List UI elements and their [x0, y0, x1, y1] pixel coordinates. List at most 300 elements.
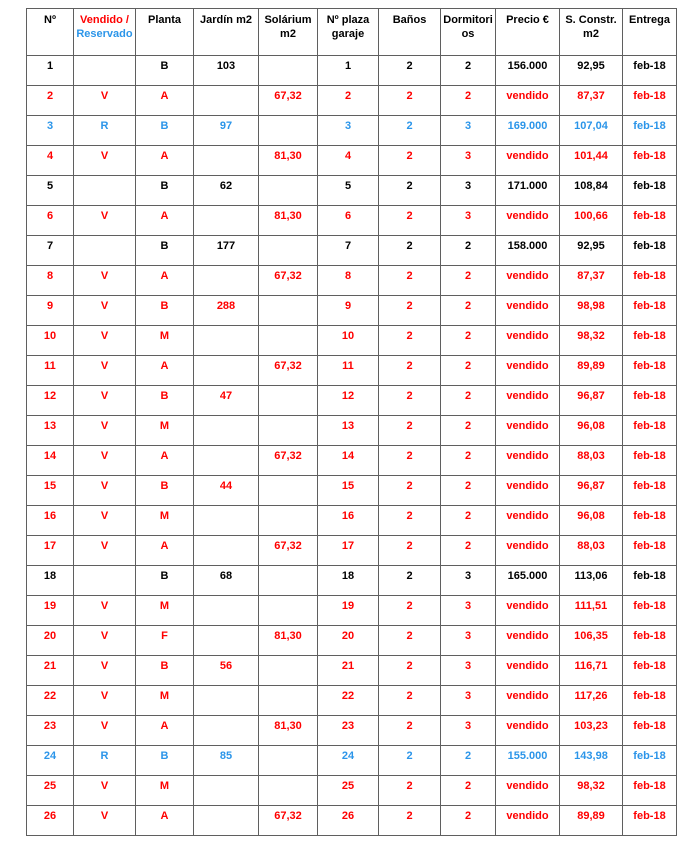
cell-plaza: 25 [318, 776, 379, 806]
cell-plaza: 12 [318, 386, 379, 416]
cell-banos: 2 [379, 176, 441, 206]
cell-solarium: 81,30 [259, 146, 318, 176]
table-row-20 [27, 626, 677, 656]
cell-sconstr: 117,26 [560, 686, 623, 716]
cell-banos: 2 [379, 686, 441, 716]
header-reserved-label: Reservado [76, 28, 133, 41]
table-row-9 [27, 296, 677, 326]
cell-num: 10 [27, 326, 74, 356]
cell-solarium [259, 326, 318, 356]
cell-num: 3 [27, 116, 74, 146]
cell-sconstr: 96,08 [560, 416, 623, 446]
cell-precio: 158.000 [496, 236, 560, 266]
cell-sconstr: 111,51 [560, 596, 623, 626]
cell-dorm: 2 [441, 326, 496, 356]
cell-precio: vendido [496, 446, 560, 476]
units-price-table [26, 8, 677, 836]
cell-dorm: 3 [441, 656, 496, 686]
cell-precio: 171.000 [496, 176, 560, 206]
cell-planta: M [136, 596, 194, 626]
cell-solarium [259, 236, 318, 266]
cell-precio: 155.000 [496, 746, 560, 776]
cell-num: 18 [27, 566, 74, 596]
cell-dorm: 2 [441, 386, 496, 416]
cell-planta: M [136, 776, 194, 806]
cell-sconstr: 89,89 [560, 356, 623, 386]
cell-estado: V [74, 656, 136, 686]
cell-entrega: feb-18 [623, 206, 677, 236]
cell-estado: V [74, 626, 136, 656]
cell-num: 16 [27, 506, 74, 536]
cell-sconstr: 106,35 [560, 626, 623, 656]
cell-banos: 2 [379, 206, 441, 236]
cell-solarium: 67,32 [259, 266, 318, 296]
cell-planta: M [136, 326, 194, 356]
cell-planta: B [136, 656, 194, 686]
cell-jardin [194, 536, 259, 566]
cell-plaza: 7 [318, 236, 379, 266]
cell-sconstr: 107,04 [560, 116, 623, 146]
cell-entrega: feb-18 [623, 596, 677, 626]
cell-entrega: feb-18 [623, 566, 677, 596]
cell-sconstr: 96,87 [560, 386, 623, 416]
cell-solarium: 67,32 [259, 536, 318, 566]
cell-solarium: 81,30 [259, 716, 318, 746]
table-row-2 [27, 86, 677, 116]
cell-entrega: feb-18 [623, 386, 677, 416]
cell-planta: B [136, 386, 194, 416]
cell-estado: R [74, 116, 136, 146]
header-sold-label: Vendido / [80, 14, 129, 26]
cell-num: 17 [27, 536, 74, 566]
cell-dorm: 2 [441, 236, 496, 266]
cell-num: 8 [27, 266, 74, 296]
cell-solarium [259, 176, 318, 206]
cell-num: 25 [27, 776, 74, 806]
cell-solarium [259, 746, 318, 776]
cell-solarium [259, 116, 318, 146]
cell-sconstr: 87,37 [560, 266, 623, 296]
cell-estado: V [74, 776, 136, 806]
cell-num: 20 [27, 626, 74, 656]
cell-banos: 2 [379, 416, 441, 446]
cell-dorm: 2 [441, 446, 496, 476]
cell-jardin [194, 506, 259, 536]
cell-dorm: 3 [441, 176, 496, 206]
cell-entrega: feb-18 [623, 266, 677, 296]
cell-plaza: 13 [318, 416, 379, 446]
cell-banos: 2 [379, 56, 441, 86]
cell-planta: A [136, 716, 194, 746]
cell-precio: vendido [496, 266, 560, 296]
cell-entrega: feb-18 [623, 416, 677, 446]
cell-planta: B [136, 296, 194, 326]
cell-dorm: 3 [441, 566, 496, 596]
cell-sconstr: 98,98 [560, 296, 623, 326]
cell-entrega: feb-18 [623, 116, 677, 146]
cell-dorm: 2 [441, 506, 496, 536]
cell-plaza: 20 [318, 626, 379, 656]
cell-dorm: 2 [441, 356, 496, 386]
cell-banos: 2 [379, 626, 441, 656]
column-header-solarium: Solárium m2 [259, 9, 318, 56]
cell-dorm: 2 [441, 86, 496, 116]
table-row-14 [27, 446, 677, 476]
cell-num: 26 [27, 806, 74, 836]
cell-jardin: 68 [194, 566, 259, 596]
cell-planta: A [136, 356, 194, 386]
cell-planta: F [136, 626, 194, 656]
cell-solarium [259, 776, 318, 806]
cell-solarium [259, 296, 318, 326]
table-row-15 [27, 476, 677, 506]
table-row-24 [27, 746, 677, 776]
cell-precio: 156.000 [496, 56, 560, 86]
cell-precio: vendido [496, 776, 560, 806]
cell-estado: V [74, 596, 136, 626]
cell-sconstr: 96,87 [560, 476, 623, 506]
cell-entrega: feb-18 [623, 56, 677, 86]
table-row-13 [27, 416, 677, 446]
cell-banos: 2 [379, 776, 441, 806]
cell-planta: A [136, 446, 194, 476]
cell-plaza: 21 [318, 656, 379, 686]
cell-jardin [194, 356, 259, 386]
cell-sconstr: 113,06 [560, 566, 623, 596]
cell-estado: V [74, 266, 136, 296]
cell-plaza: 24 [318, 746, 379, 776]
cell-jardin [194, 146, 259, 176]
cell-precio: 165.000 [496, 566, 560, 596]
cell-banos: 2 [379, 296, 441, 326]
cell-sconstr: 89,89 [560, 806, 623, 836]
table-row-5 [27, 176, 677, 206]
cell-entrega: feb-18 [623, 776, 677, 806]
cell-entrega: feb-18 [623, 356, 677, 386]
table-row-22 [27, 686, 677, 716]
cell-solarium [259, 56, 318, 86]
cell-dorm: 2 [441, 266, 496, 296]
table-row-7 [27, 236, 677, 266]
cell-estado: V [74, 476, 136, 506]
cell-jardin [194, 86, 259, 116]
cell-precio: vendido [496, 716, 560, 746]
cell-precio: vendido [496, 206, 560, 236]
table-row-3 [27, 116, 677, 146]
cell-plaza: 19 [318, 596, 379, 626]
column-header-jardin: Jardín m2 [194, 9, 259, 56]
cell-num: 11 [27, 356, 74, 386]
cell-estado: V [74, 386, 136, 416]
cell-precio: vendido [496, 416, 560, 446]
cell-dorm: 2 [441, 746, 496, 776]
cell-planta: M [136, 416, 194, 446]
cell-sconstr: 116,71 [560, 656, 623, 686]
cell-dorm: 2 [441, 56, 496, 86]
cell-planta: M [136, 686, 194, 716]
cell-planta: A [136, 536, 194, 566]
cell-entrega: feb-18 [623, 326, 677, 356]
cell-estado: V [74, 506, 136, 536]
cell-sconstr: 96,08 [560, 506, 623, 536]
cell-entrega: feb-18 [623, 746, 677, 776]
cell-jardin [194, 716, 259, 746]
cell-num: 21 [27, 656, 74, 686]
cell-planta: B [136, 56, 194, 86]
cell-jardin [194, 776, 259, 806]
cell-jardin: 288 [194, 296, 259, 326]
cell-plaza: 11 [318, 356, 379, 386]
cell-solarium [259, 596, 318, 626]
cell-dorm: 3 [441, 686, 496, 716]
cell-jardin [194, 686, 259, 716]
cell-solarium [259, 386, 318, 416]
cell-entrega: feb-18 [623, 656, 677, 686]
cell-num: 13 [27, 416, 74, 446]
cell-solarium: 67,32 [259, 356, 318, 386]
cell-estado [74, 56, 136, 86]
cell-banos: 2 [379, 236, 441, 266]
cell-plaza: 8 [318, 266, 379, 296]
cell-entrega: feb-18 [623, 686, 677, 716]
cell-plaza: 18 [318, 566, 379, 596]
table-row-21 [27, 656, 677, 686]
cell-plaza: 9 [318, 296, 379, 326]
cell-entrega: feb-18 [623, 146, 677, 176]
table-row-1 [27, 56, 677, 86]
cell-plaza: 23 [318, 716, 379, 746]
column-header-entrega: Entrega [623, 9, 677, 56]
cell-jardin [194, 596, 259, 626]
cell-plaza: 10 [318, 326, 379, 356]
cell-num: 22 [27, 686, 74, 716]
cell-jardin: 62 [194, 176, 259, 206]
cell-banos: 2 [379, 656, 441, 686]
cell-plaza: 5 [318, 176, 379, 206]
cell-solarium [259, 686, 318, 716]
table-row-6 [27, 206, 677, 236]
cell-planta: A [136, 806, 194, 836]
column-header-sconstr: S. Constr. m2 [560, 9, 623, 56]
cell-jardin [194, 806, 259, 836]
cell-precio: vendido [496, 356, 560, 386]
cell-precio: vendido [496, 86, 560, 116]
column-header-precio: Precio € [496, 9, 560, 56]
cell-jardin: 47 [194, 386, 259, 416]
cell-plaza: 6 [318, 206, 379, 236]
cell-entrega: feb-18 [623, 446, 677, 476]
cell-jardin [194, 266, 259, 296]
cell-planta: A [136, 206, 194, 236]
cell-plaza: 15 [318, 476, 379, 506]
cell-jardin [194, 326, 259, 356]
table-row-19 [27, 596, 677, 626]
cell-solarium: 81,30 [259, 626, 318, 656]
cell-solarium: 67,32 [259, 806, 318, 836]
table-row-16 [27, 506, 677, 536]
cell-solarium: 67,32 [259, 86, 318, 116]
cell-jardin: 177 [194, 236, 259, 266]
cell-plaza: 14 [318, 446, 379, 476]
cell-plaza: 26 [318, 806, 379, 836]
cell-plaza: 2 [318, 86, 379, 116]
cell-dorm: 2 [441, 476, 496, 506]
cell-entrega: feb-18 [623, 296, 677, 326]
cell-plaza: 4 [318, 146, 379, 176]
cell-estado [74, 566, 136, 596]
column-header-plaza: Nº plaza garaje [318, 9, 379, 56]
cell-estado: V [74, 296, 136, 326]
cell-estado: V [74, 206, 136, 236]
cell-solarium: 81,30 [259, 206, 318, 236]
table-row-17 [27, 536, 677, 566]
cell-dorm: 3 [441, 146, 496, 176]
cell-sconstr: 103,23 [560, 716, 623, 746]
cell-solarium [259, 656, 318, 686]
cell-num: 1 [27, 56, 74, 86]
cell-planta: B [136, 116, 194, 146]
cell-sconstr: 92,95 [560, 236, 623, 266]
table-row-18 [27, 566, 677, 596]
cell-solarium [259, 566, 318, 596]
cell-precio: vendido [496, 686, 560, 716]
cell-plaza: 22 [318, 686, 379, 716]
cell-num: 6 [27, 206, 74, 236]
cell-jardin [194, 416, 259, 446]
cell-plaza: 16 [318, 506, 379, 536]
cell-precio: vendido [496, 146, 560, 176]
column-header-num: Nº [27, 9, 74, 56]
cell-solarium [259, 476, 318, 506]
cell-sconstr: 100,66 [560, 206, 623, 236]
cell-banos: 2 [379, 386, 441, 416]
cell-precio: vendido [496, 326, 560, 356]
cell-banos: 2 [379, 506, 441, 536]
cell-sconstr: 88,03 [560, 446, 623, 476]
cell-num: 5 [27, 176, 74, 206]
cell-precio: vendido [496, 656, 560, 686]
cell-banos: 2 [379, 446, 441, 476]
table-row-10 [27, 326, 677, 356]
cell-dorm: 2 [441, 536, 496, 566]
cell-banos: 2 [379, 266, 441, 296]
cell-estado: V [74, 806, 136, 836]
cell-num: 9 [27, 296, 74, 326]
cell-estado: V [74, 536, 136, 566]
table-row-8 [27, 266, 677, 296]
cell-precio: vendido [496, 626, 560, 656]
cell-dorm: 2 [441, 776, 496, 806]
cell-entrega: feb-18 [623, 236, 677, 266]
cell-banos: 2 [379, 86, 441, 116]
cell-banos: 2 [379, 746, 441, 776]
cell-estado: V [74, 326, 136, 356]
cell-num: 4 [27, 146, 74, 176]
cell-num: 19 [27, 596, 74, 626]
cell-estado: V [74, 356, 136, 386]
column-header-dorm: Dormitorios [441, 9, 496, 56]
cell-precio: vendido [496, 386, 560, 416]
cell-jardin: 103 [194, 56, 259, 86]
cell-estado: R [74, 746, 136, 776]
cell-precio: vendido [496, 536, 560, 566]
cell-planta: A [136, 86, 194, 116]
column-header-planta: Planta [136, 9, 194, 56]
cell-estado: V [74, 716, 136, 746]
cell-estado [74, 176, 136, 206]
cell-precio: vendido [496, 296, 560, 326]
cell-entrega: feb-18 [623, 176, 677, 206]
cell-banos: 2 [379, 596, 441, 626]
cell-planta: M [136, 506, 194, 536]
cell-sconstr: 98,32 [560, 776, 623, 806]
cell-num: 7 [27, 236, 74, 266]
cell-planta: B [136, 176, 194, 206]
cell-sconstr: 98,32 [560, 326, 623, 356]
cell-plaza: 3 [318, 116, 379, 146]
cell-num: 23 [27, 716, 74, 746]
cell-entrega: feb-18 [623, 506, 677, 536]
column-header-banos: Baños [379, 9, 441, 56]
cell-planta: B [136, 476, 194, 506]
cell-precio: vendido [496, 806, 560, 836]
cell-planta: B [136, 236, 194, 266]
cell-entrega: feb-18 [623, 806, 677, 836]
table-row-12 [27, 386, 677, 416]
table-row-11 [27, 356, 677, 386]
cell-jardin [194, 626, 259, 656]
cell-plaza: 17 [318, 536, 379, 566]
cell-jardin: 97 [194, 116, 259, 146]
table-row-25 [27, 776, 677, 806]
cell-plaza: 1 [318, 56, 379, 86]
cell-jardin: 56 [194, 656, 259, 686]
cell-jardin [194, 206, 259, 236]
cell-solarium [259, 506, 318, 536]
cell-jardin: 85 [194, 746, 259, 776]
cell-entrega: feb-18 [623, 716, 677, 746]
cell-estado [74, 236, 136, 266]
cell-sconstr: 108,84 [560, 176, 623, 206]
table-row-26 [27, 806, 677, 836]
cell-dorm: 3 [441, 116, 496, 146]
cell-sconstr: 87,37 [560, 86, 623, 116]
header-row [27, 9, 677, 56]
cell-entrega: feb-18 [623, 626, 677, 656]
cell-sconstr: 101,44 [560, 146, 623, 176]
cell-dorm: 3 [441, 716, 496, 746]
table-row-4 [27, 146, 677, 176]
cell-dorm: 3 [441, 626, 496, 656]
cell-solarium: 67,32 [259, 446, 318, 476]
cell-banos: 2 [379, 566, 441, 596]
cell-estado: V [74, 86, 136, 116]
cell-estado: V [74, 446, 136, 476]
cell-estado: V [74, 686, 136, 716]
cell-dorm: 2 [441, 296, 496, 326]
cell-planta: B [136, 746, 194, 776]
cell-entrega: feb-18 [623, 536, 677, 566]
cell-num: 15 [27, 476, 74, 506]
cell-num: 24 [27, 746, 74, 776]
cell-entrega: feb-18 [623, 476, 677, 506]
cell-num: 14 [27, 446, 74, 476]
cell-num: 12 [27, 386, 74, 416]
cell-banos: 2 [379, 356, 441, 386]
cell-sconstr: 88,03 [560, 536, 623, 566]
cell-num: 2 [27, 86, 74, 116]
cell-dorm: 2 [441, 416, 496, 446]
